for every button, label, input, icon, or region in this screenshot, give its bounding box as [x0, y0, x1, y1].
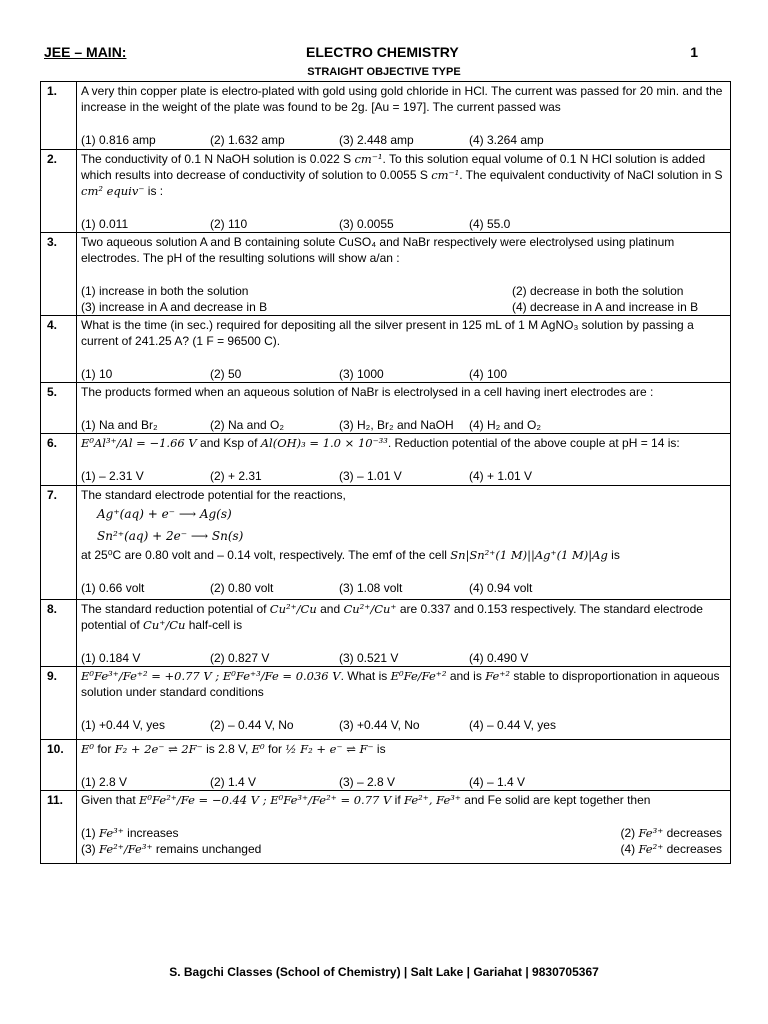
option-3: (3) – 1.01 V	[339, 469, 402, 483]
question-row	[41, 82, 731, 150]
option-text: remains unchanged	[152, 842, 262, 856]
option-2: (2) + 2.31	[210, 469, 262, 483]
text-segment: The standard reduction potential of	[81, 602, 270, 616]
option-4: (4) H₂ and O₂	[469, 418, 542, 432]
option-label: (3)	[81, 842, 99, 856]
option-2: (2) 50	[210, 367, 242, 381]
option-3: (3) +0.44 V, No	[339, 718, 420, 732]
question-number: 10.	[41, 740, 77, 791]
question-cell	[77, 791, 731, 864]
math-expression: Fe²⁺/Fe³⁺	[99, 842, 153, 856]
options-row	[81, 841, 726, 857]
question-row	[41, 233, 731, 316]
question-text	[81, 668, 726, 700]
text-segment: and Ksp of	[196, 436, 261, 450]
question-row	[41, 600, 731, 667]
option-4: (4) 0.94 volt	[469, 581, 533, 595]
math-expression: Fe⁺²	[485, 669, 511, 683]
question-row	[41, 791, 731, 864]
math-expression: Al(OH)₃ = 1.0 × 10⁻³³	[260, 436, 388, 450]
question-row	[41, 486, 731, 600]
option-3: (3) 0.521 V	[339, 651, 399, 665]
questions-table	[40, 81, 731, 864]
exam-label: JEE – MAIN:	[44, 44, 127, 60]
math-expression: E⁰Al³⁺/Al = −1.66 V	[81, 436, 197, 450]
options-row	[81, 774, 726, 790]
options-row	[81, 468, 726, 484]
question-cell	[77, 316, 731, 383]
question-cell	[77, 600, 731, 667]
option-2: (2) Na and O₂	[210, 418, 285, 432]
text-segment: at 25⁰C are 0.80 volt and – 0.14 volt, respectively. The emf of the cell	[81, 548, 451, 562]
math-expression: ½ F₂ + e⁻ ⇌ F⁻	[285, 742, 374, 756]
math-unit: cm² equiv⁻	[81, 184, 145, 198]
text-segment: for	[264, 742, 286, 756]
text-segment: is 2.8 V,	[202, 742, 252, 756]
question-row	[41, 316, 731, 383]
option-label: (4)	[620, 842, 639, 856]
question-text	[81, 547, 726, 563]
question-row	[41, 667, 731, 740]
question-text	[81, 151, 726, 199]
text-segment: half-cell is	[185, 618, 243, 632]
options-row	[81, 299, 726, 315]
option-3: (3) 1000	[339, 367, 384, 381]
options-row	[81, 825, 726, 841]
question-row	[41, 434, 731, 486]
question-number: 3.	[41, 233, 77, 316]
option-label: (2)	[620, 826, 639, 840]
reaction-equation: Ag⁺(aq) + e⁻ ⟶ Ag(s)	[97, 507, 232, 521]
text-segment: for	[94, 742, 115, 756]
options-row	[81, 580, 726, 596]
option-2: (2) – 0.44 V, No	[210, 718, 294, 732]
option-1: (1) increase in both the solution	[81, 284, 249, 298]
text-segment: is :	[144, 184, 164, 198]
option-2: (2) 0.827 V	[210, 651, 270, 665]
math-expression: E⁰	[81, 742, 95, 756]
question-number: 6.	[41, 434, 77, 486]
option-4: (4) 3.264 amp	[469, 133, 544, 147]
question-number: 1.	[41, 82, 77, 150]
option-text: increases	[123, 826, 179, 840]
page-title: ELECTRO CHEMISTRY	[306, 44, 459, 60]
question-row	[41, 150, 731, 233]
math-expression: Sn|Sn²⁺(1 M)||Ag⁺(1 M)|Ag	[450, 548, 608, 562]
option-label: (1)	[81, 826, 99, 840]
question-row	[41, 383, 731, 434]
option-4: (4) + 1.01 V	[469, 469, 533, 483]
option-2: (2) 1.4 V	[210, 775, 257, 789]
question-text: The standard electrode potential for the reactions,	[81, 488, 346, 502]
question-text: The products formed when an aqueous solution of NaBr is electrolysed in a cell having inert electrodes are :	[81, 385, 654, 399]
question-number: 4.	[41, 316, 77, 383]
text-segment: are 0.337 and 0.153 respectively. The standard electrode potential of	[81, 602, 703, 632]
math-expression: Fe³⁺	[638, 826, 664, 840]
option-1: (1) 0.011	[81, 217, 129, 231]
option-4: (4) decrease in A and increase in B	[512, 300, 699, 314]
text-segment: is	[373, 742, 386, 756]
option-1: (1) 0.816 amp	[81, 133, 156, 147]
question-text	[81, 435, 726, 451]
math-unit: cm⁻¹	[431, 168, 460, 182]
text-segment: . The equivalent conductivity of NaCl solution in S	[459, 168, 723, 182]
option-3: (3) 2.448 amp	[339, 133, 414, 147]
text-segment: Given that	[81, 793, 140, 807]
options-row	[81, 132, 726, 148]
question-cell	[77, 740, 731, 791]
option-4	[620, 841, 722, 857]
math-expression: Fe²⁺, Fe³⁺	[403, 793, 461, 807]
option-1	[81, 825, 179, 841]
math-expression: Cu²⁺/Cu⁺	[343, 602, 397, 616]
question-text: What is the time (in sec.) required for depositing all the silver present in 125 mL of 1 M AgNO₃ solution by passing a current of 241.25 A? (1 F = 96500 C).	[81, 318, 694, 348]
math-expression: Fe²⁺	[638, 842, 664, 856]
question-text: Two aqueous solution A and B containing solute CuSO₄ and NaBr respectively were electrolysed using platinum electrodes. The pH of the resulting solutions will show a/an :	[81, 235, 675, 265]
question-number: 9.	[41, 667, 77, 740]
text-segment: . To this solution equal volume of 0.1 N HCl solution is added which results into decrease of conductivity of solution to 0.0055 S	[81, 152, 706, 182]
question-cell	[77, 233, 731, 316]
reaction-equation: Sn²⁺(aq) + 2e⁻ ⟶ Sn(s)	[97, 529, 244, 543]
options-row	[81, 650, 726, 666]
option-4: (4) – 0.44 V, yes	[469, 718, 556, 732]
question-cell	[77, 150, 731, 233]
page-footer: S. Bagchi Classes (School of Chemistry) | Salt Lake | Gariahat | 9830705367	[169, 965, 599, 979]
question-cell	[77, 667, 731, 740]
question-text	[81, 741, 726, 757]
text-segment: . What is	[340, 669, 391, 683]
option-2: (2) 110	[210, 217, 248, 231]
math-expression: F₂ + 2e⁻ ⇌ 2F⁻	[114, 742, 203, 756]
option-3	[81, 841, 261, 857]
text-segment: The conductivity of 0.1 N NaOH solution is 0.022 S	[81, 152, 355, 166]
text-segment: . Reduction potential of the above couple at pH = 14 is:	[387, 436, 680, 450]
option-2: (2) 0.80 volt	[210, 581, 274, 595]
math-expression: Cu⁺/Cu	[143, 618, 186, 632]
page-header	[44, 44, 698, 64]
option-2	[620, 825, 722, 841]
option-4: (4) – 1.4 V	[469, 775, 526, 789]
page-number: 1	[690, 44, 698, 60]
option-1: (1) 0.184 V	[81, 651, 141, 665]
option-4: (4) 55.0	[469, 217, 511, 231]
option-4: (4) 0.490 V	[469, 651, 529, 665]
option-text: decreases	[663, 842, 722, 856]
options-row	[81, 216, 726, 232]
text-segment: and	[316, 602, 344, 616]
question-cell	[77, 434, 731, 486]
options-row	[81, 283, 726, 299]
option-3: (3) H₂, Br₂ and NaOH	[339, 418, 454, 432]
option-3: (3) increase in A and decrease in B	[81, 300, 268, 314]
math-expression: E⁰Fe³⁺/Fe⁺² = +0.77 V ; E⁰Fe⁺³/Fe = 0.036 V	[81, 669, 341, 683]
text-segment: is	[607, 548, 620, 562]
option-1: (1) – 2.31 V	[81, 469, 144, 483]
text-segment: and is	[446, 669, 486, 683]
math-expression: Cu²⁺/Cu	[269, 602, 317, 616]
question-number: 2.	[41, 150, 77, 233]
question-number: 5.	[41, 383, 77, 434]
question-row	[41, 740, 731, 791]
question-cell	[77, 383, 731, 434]
option-1: (1) Na and Br₂	[81, 418, 158, 432]
option-1: (1) 10	[81, 367, 113, 381]
options-row	[81, 417, 726, 433]
question-cell	[77, 486, 731, 600]
text-segment: and Fe solid are kept together then	[460, 793, 651, 807]
question-number: 11.	[41, 791, 77, 864]
option-2: (2) 1.632 amp	[210, 133, 285, 147]
question-text	[81, 601, 726, 633]
math-expression: E⁰Fe²⁺/Fe = −0.44 V ; E⁰Fe³⁺/Fe²⁺ = 0.77 V	[139, 793, 392, 807]
math-expression: Fe³⁺	[99, 826, 124, 840]
question-text	[81, 792, 726, 808]
option-1: (1) +0.44 V, yes	[81, 718, 165, 732]
options-row	[81, 717, 726, 733]
option-4: (4) 100	[469, 367, 508, 381]
question-text: A very thin copper plate is electro-plated with gold using gold chloride in HCl. The current was passed for 20 min. and the increase in the weight of the plate was found to be 2g. [Au = 197]. The current passed was	[81, 84, 723, 114]
question-number: 7.	[41, 486, 77, 600]
question-cell	[77, 82, 731, 150]
option-3: (3) – 2.8 V	[339, 775, 396, 789]
section-subtitle: STRAIGHT OBJECTIVE TYPE	[307, 66, 461, 78]
math-expression: E⁰Fe/Fe⁺²	[390, 669, 447, 683]
math-expression: E⁰	[251, 742, 265, 756]
option-3: (3) 0.0055	[339, 217, 394, 231]
math-unit: cm⁻¹	[354, 152, 383, 166]
text-segment: stable to disproportionation in aqueous solution under standard conditions	[81, 669, 720, 699]
text-segment: if	[391, 793, 404, 807]
option-2: (2) decrease in both the solution	[512, 284, 684, 298]
option-3: (3) 1.08 volt	[339, 581, 403, 595]
option-1: (1) 0.66 volt	[81, 581, 145, 595]
option-1: (1) 2.8 V	[81, 775, 128, 789]
option-text: decreases	[663, 826, 722, 840]
question-number: 8.	[41, 600, 77, 667]
options-row	[81, 366, 726, 382]
